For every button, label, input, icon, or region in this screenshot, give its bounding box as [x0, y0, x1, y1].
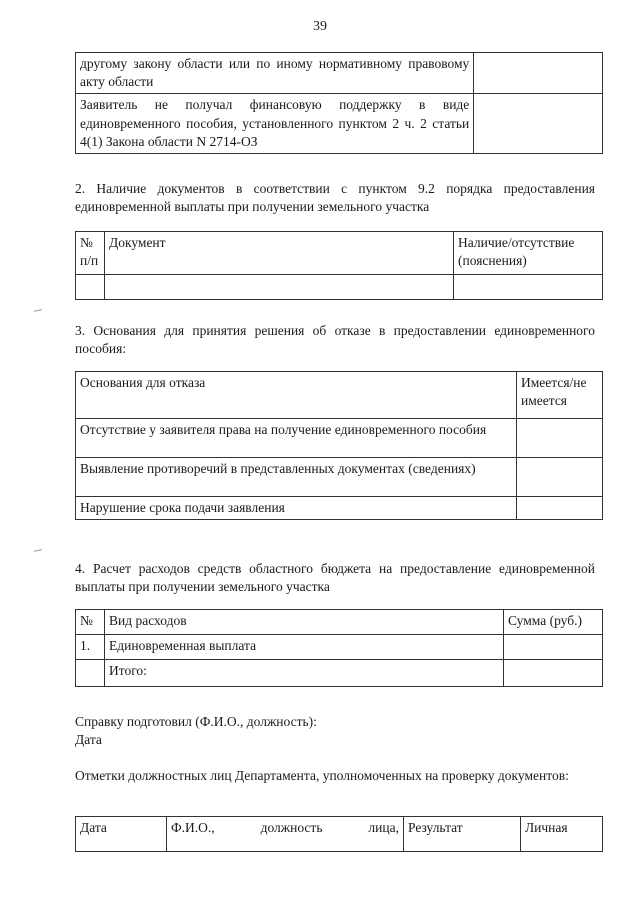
col-sum-header: Сумма (руб.) — [504, 610, 603, 635]
reason-cell: Отсутствие у заявителя права на получение единовременного пособия — [76, 419, 517, 458]
scan-mark — [34, 309, 42, 312]
table-row — [76, 458, 603, 497]
col-has-header: Имеется/не имеется — [517, 372, 603, 419]
documents-table — [75, 231, 603, 300]
col-reason-header: Основания для отказа — [76, 372, 517, 419]
row-number-cell: 1. — [76, 635, 105, 660]
scan-mark — [34, 549, 42, 552]
criteria-value-cell — [474, 53, 603, 94]
expense-type-cell: Единовременная выплата — [105, 635, 504, 660]
col-number-header: № — [76, 610, 105, 635]
reason-cell: Выявление противоречий в представленных документах (сведениях) — [76, 458, 517, 497]
prepared-by-label: Справку подготовил (Ф.И.О., должность): — [75, 714, 317, 729]
col-status-header: Наличие/отсутствие (пояснения) — [454, 232, 603, 275]
table-cell — [76, 660, 105, 687]
criteria-text-cell: другому закону области или по иному нормативному правовому акту области — [76, 53, 474, 94]
criteria-value-cell — [474, 94, 603, 154]
col-fio-header: Ф.И.О., должность лица, — [167, 817, 404, 852]
table-row — [76, 275, 603, 300]
total-sum-cell — [504, 660, 603, 687]
officials-note: Отметки должностных лиц Департамента, уполномоченных на проверку документов: — [75, 768, 569, 783]
date-label: Дата — [75, 732, 102, 747]
col-number-header: № п/п — [76, 232, 105, 275]
expenses-table — [75, 609, 603, 687]
table-header-row — [76, 372, 603, 419]
reason-cell: Нарушение срока подачи заявления — [76, 497, 517, 520]
table-row — [76, 635, 603, 660]
table-row — [76, 660, 603, 687]
col-result-header: Результат — [404, 817, 521, 852]
criteria-continuation-table — [75, 52, 603, 154]
sum-cell — [504, 635, 603, 660]
table-cell — [105, 275, 454, 300]
table-row — [76, 94, 603, 154]
table-header-row — [76, 817, 603, 852]
table-cell — [517, 497, 603, 520]
total-label-cell: Итого: — [105, 660, 504, 687]
table-header-row — [76, 610, 603, 635]
criteria-text-cell: Заявитель не получал финансовую поддержку в виде единовременного пособия, установленного пунктом 2 ч. 2 статьи 4(1) Закона области N 2714-ОЗ — [76, 94, 474, 154]
table-cell — [76, 275, 105, 300]
col-personal-header: Личная — [521, 817, 603, 852]
section-2-heading: 2. Наличие документов в соответствии с пунктом 9.2 порядка предоставления единовременной выплаты при получении земельного участка — [75, 181, 595, 215]
section-3-heading: 3. Основания для принятия решения об отказе в предоставлении единовременного пособия: — [75, 323, 595, 357]
table-row — [76, 53, 603, 94]
table-header-row — [76, 232, 603, 275]
refusal-reasons-table — [75, 371, 603, 520]
table-cell — [454, 275, 603, 300]
page-number: 39 — [313, 19, 327, 34]
col-expense-type-header: Вид расходов — [105, 610, 504, 635]
table-row — [76, 497, 603, 520]
table-cell — [517, 419, 603, 458]
officials-marks-table — [75, 816, 603, 852]
section-4-heading: 4. Расчет расходов средств областного бюджета на предоставление единовременной выплаты при получении земельного участка — [75, 561, 595, 595]
table-cell — [517, 458, 603, 497]
col-document-header: Документ — [105, 232, 454, 275]
table-row — [76, 419, 603, 458]
col-date-header: Дата — [76, 817, 167, 852]
